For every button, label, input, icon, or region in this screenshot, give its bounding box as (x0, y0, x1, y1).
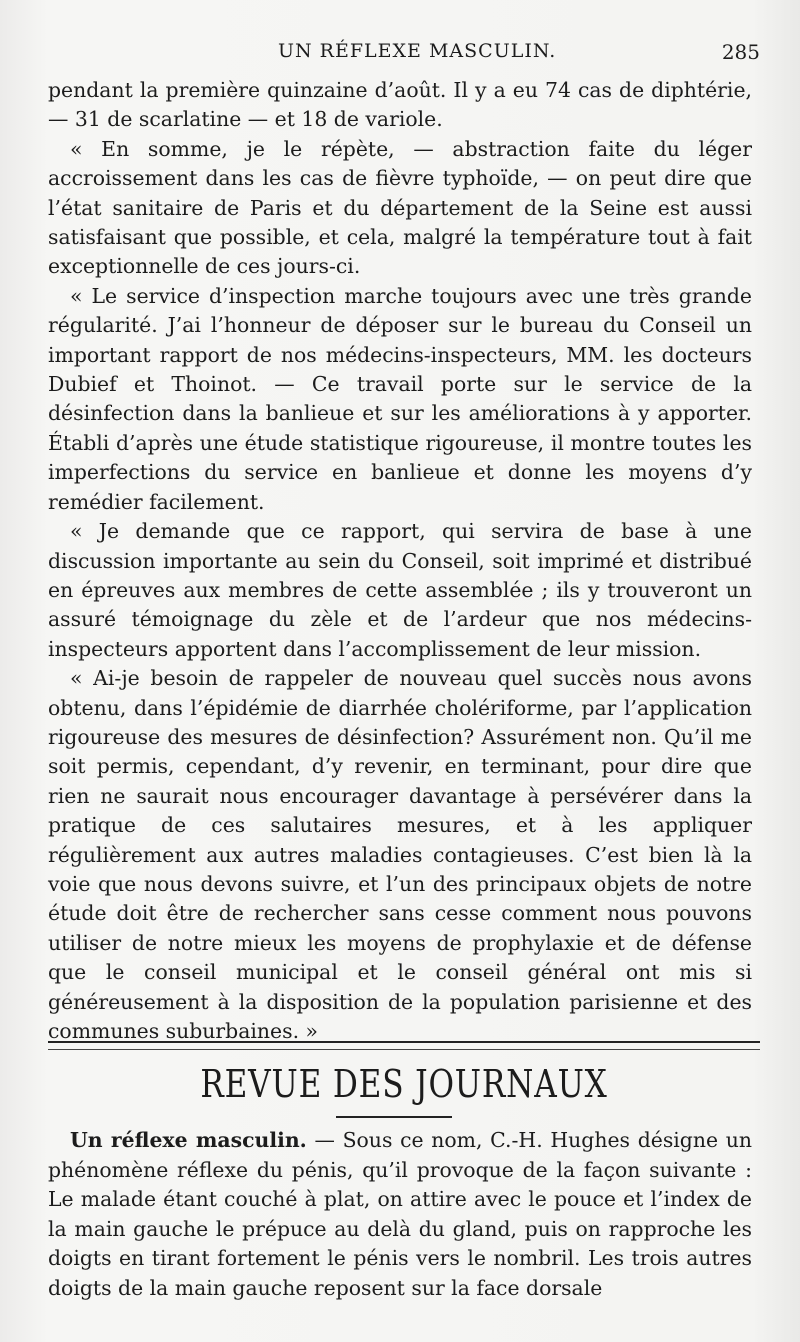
running-title: UN RÉFLEXE MASCULIN. (278, 40, 557, 62)
paragraph: « En somme, je le répète, — abstraction faite du léger accroissement dans les cas de fièvre typhoïde, — on peut dire que l’état sanitaire de Paris et du département de la Seine est aussi satisfaisant que possible, et cela, malgré la température tout à fait exceptionnelle de ces jours-ci. (48, 136, 752, 279)
paragraph: « Le service d’inspection marche toujours avec une très grande régularité. J’ai l’honneur de déposer sur le bureau du Conseil un important rapport de nos médecins-inspecteurs, MM. les docteurs Dubief et Thoinot. — Ce travail porte sur le service de la désinfection dans la banlieue et sur les améliorations à y apporter. Établi d’après une étude statistique rigoureuse, il montre toutes les imperfections du service en banlieue et donne les moyens d’y remédier facilement. (48, 283, 752, 514)
page-header (48, 40, 760, 70)
article-body: — Sous ce nom, C.-H. Hughes désigne un phénomène réflexe du pénis, qu’il provoque de la façon suivante : Le malade étant couché à plat, on attire avec le pouce et l’index de la main gauche le prépuce au delà du gland, puis on rapproche les doigts en tirant fortement le pénis vers le nombril. Les trois autres doigts de la main gauche reposent sur la face dorsale (48, 1128, 753, 1300)
title-underline (336, 1116, 452, 1118)
paragraph: pendant la première quinzaine d’août. Il y a eu 74 cas de diphtérie, — 31 de scarlatine — et 18 de variole. (48, 78, 752, 132)
body-text (48, 76, 752, 1046)
article-text (48, 1126, 752, 1303)
article-lead: Un réflexe masculin. (70, 1128, 307, 1152)
paragraph: « Je demande que ce rapport, qui servira de base à une discussion importante au sein du Conseil, soit imprimé et distribué en épreuves aux membres de cette assemblée ; ils y trouveront un assuré témoignage du zèle et de l’ardeur que nos médecins-inspecteurs apportent dans l’accomplissement de leur mission. (48, 519, 752, 661)
section-title: REVUE DES JOURNAUX (200, 1062, 608, 1106)
section-divider (48, 1041, 760, 1050)
paragraph: « Ai-je besoin de rappeler de nouveau quel succès nous avons obtenu, dans l’épidémie de diarrhée cholériforme, par l’application rigoureuse des mesures de désinfection? Assurément non. Qu’il me soit permis, cependant, d’y revenir, en terminant, pour dire que rien ne saurait nous encourager davantage à persévérer dans la pratique de ces salutaires mesures, et à les appliquer régulièrement aux autres maladies contagieuses. C’est bien là la voie que nous devons suivre, et l’un des principaux objets de notre étude doit être de rechercher sans cesse comment nous pouvons utiliser de notre mieux les moyens de prophylaxie et de défense que le conseil municipal et le conseil général ont mis si généreusement à la disposition de la population parisienne et des communes suburbaines. » (48, 666, 752, 1043)
page-number: 285 (721, 40, 760, 64)
article-paragraph (48, 1126, 752, 1303)
